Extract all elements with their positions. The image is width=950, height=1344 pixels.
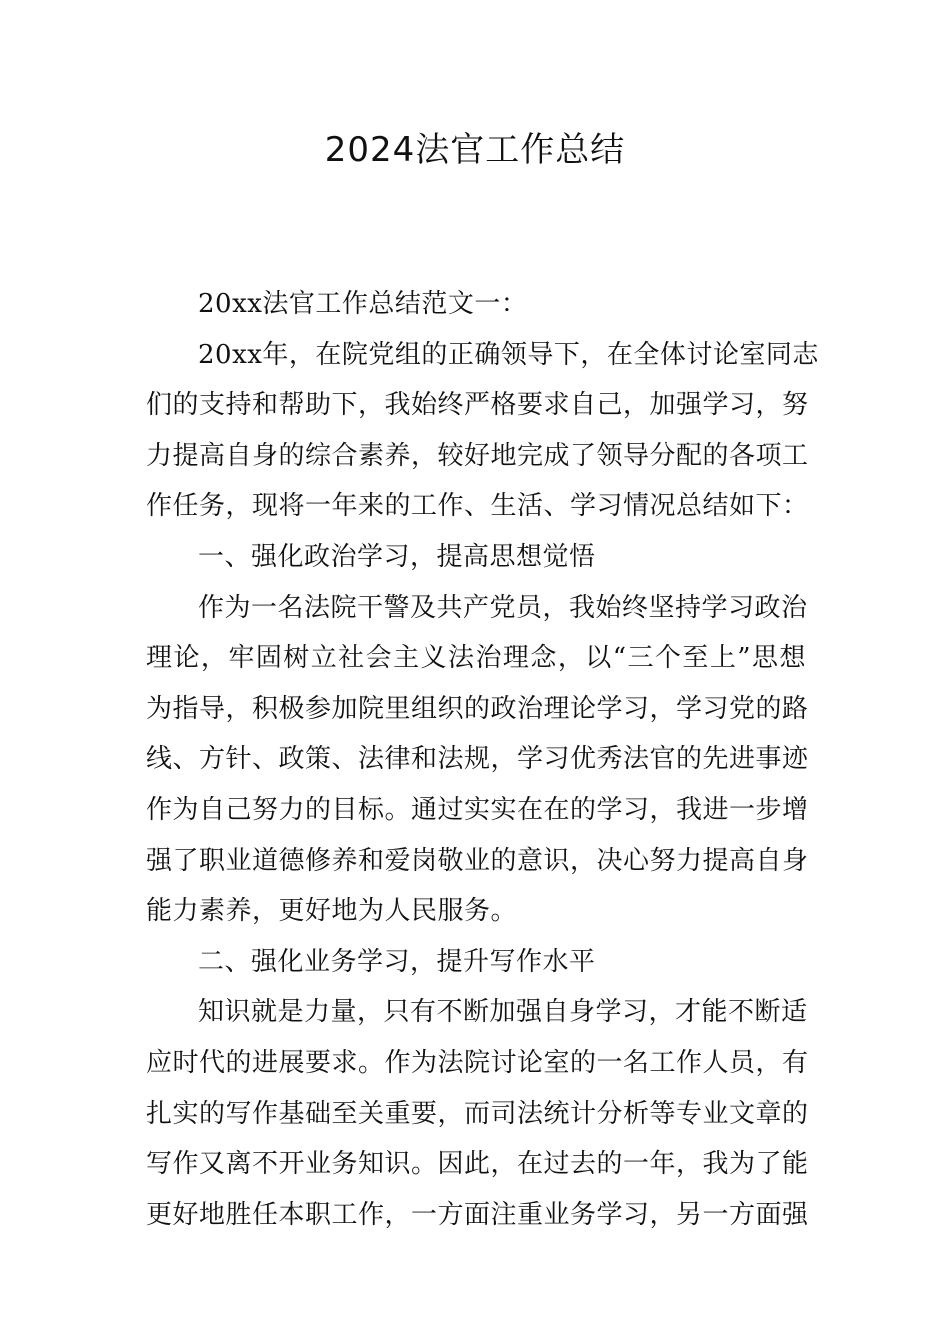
body-line: 作为一名法院干警及共产党员，我始终坚持学习政治 — [198, 592, 808, 623]
body-line: 力提高自身的综合素养，较好地完成了领导分配的各项工 — [146, 440, 809, 471]
body-line: 线、方针、政策、法律和法规，学习优秀法官的先进事迹 — [146, 744, 809, 775]
body-line: 扎实的写作基础至关重要，而司法统计分析等专业文章的 — [146, 1098, 809, 1129]
body-line: 们的支持和帮助下，我始终严格要求自己，加强学习，努 — [146, 390, 809, 421]
body-line: 为指导，积极参加院里组织的政治理论学习，学习党的路 — [146, 693, 809, 724]
section-heading: 二、强化业务学习，提升写作水平 — [198, 946, 596, 977]
document-title: 2024法官工作总结 — [324, 130, 626, 170]
body-line: 更好地胜任本职工作，一方面注重业务学习，另一方面强 — [146, 1199, 809, 1230]
body-line: 20xx法官工作总结范文一： — [198, 289, 528, 319]
body-line: 强了职业道德修养和爱岗敬业的意识，决心努力提高自身 — [146, 845, 809, 876]
body-line: 应时代的进展要求。作为法院讨论室的一名工作人员，有 — [146, 1047, 809, 1078]
body-line: 写作又离不开业务知识。因此，在过去的一年，我为了能 — [146, 1149, 809, 1180]
body-line: 知识就是力量，只有不断加强自身学习，才能不断适 — [198, 997, 808, 1028]
body-line: 作任务，现将一年来的工作、生活、学习情况总结如下： — [146, 491, 809, 522]
body-line: 理论，牢固树立社会主义法治理念，以“三个至上”思想 — [146, 643, 806, 674]
document-body — [146, 279, 819, 1240]
body-line: 作为自己努力的目标。通过实实在在的学习，我进一步增 — [146, 794, 809, 825]
body-line: 能力素养，更好地为人民服务。 — [146, 896, 518, 927]
body-line: 20xx年，在院党组的正确领导下，在全体讨论室同志 — [198, 339, 819, 370]
section-heading: 一、强化政治学习，提高思想觉悟 — [198, 541, 596, 572]
